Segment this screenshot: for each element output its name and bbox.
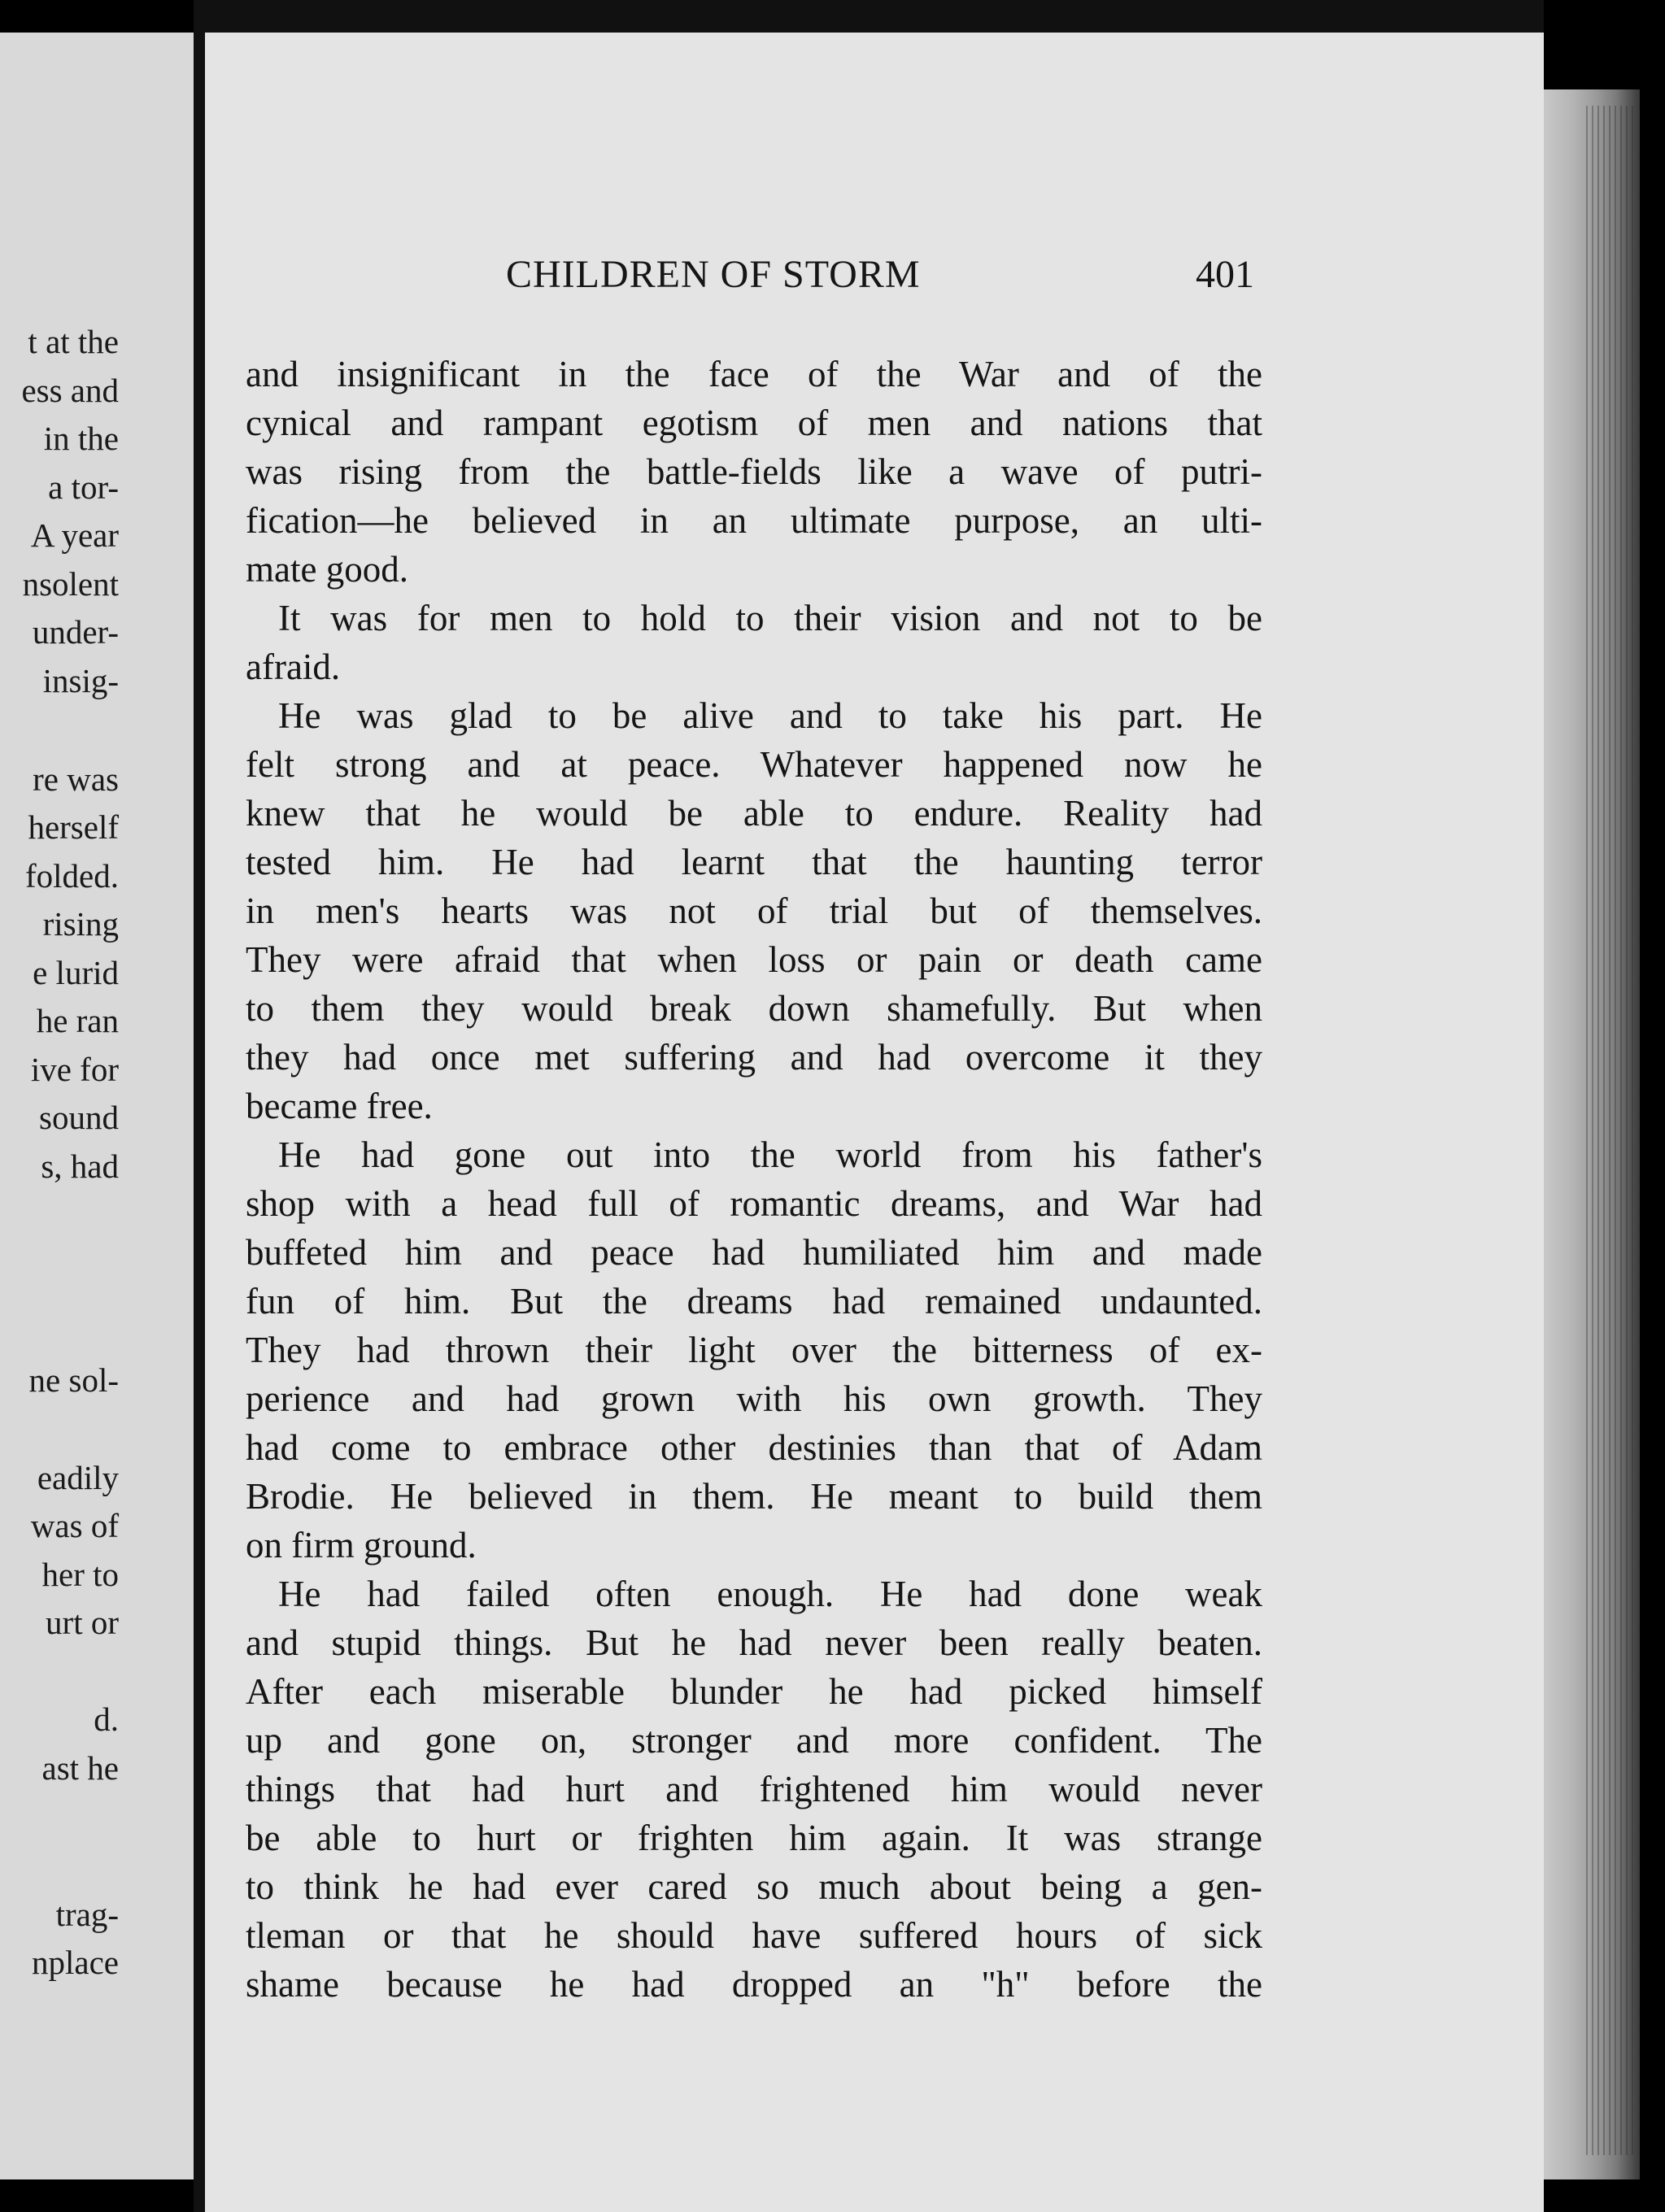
text-line: knew that he would be able to endure. Reality had [246,793,1262,834]
prev-page-line: A year [30,516,119,554]
prev-page-line: he ran [36,1002,119,1039]
text-line: Brodie. He believed in them. He meant to build them [246,1476,1262,1517]
text-line: in men's hearts was not of trial but of themselves. [246,890,1262,931]
text-line: shame because he had dropped an "h" before the [246,1964,1262,2005]
prev-page-line: insig- [42,662,119,699]
text-line: They had thrown their light over the bitterness of ex- [246,1330,1262,1370]
prev-page-line: a tor- [48,468,119,506]
prev-page-line: re was [33,760,119,798]
prev-page-line: herself [28,808,119,846]
text-line: up and gone on, stronger and more confident. The [246,1720,1262,1761]
prev-page-line: d. [94,1700,119,1738]
text-line: cynical and rampant egotism of men and nations that [246,403,1262,443]
text-line: tested him. He had learnt that the haunting terror [246,842,1262,882]
text-line: they had once met suffering and had overcome it they [246,1037,1262,1078]
prev-page-line: ast he [41,1749,119,1787]
text-line: buffeted him and peace had humiliated him and made [246,1232,1262,1273]
prev-page-line: eadily [37,1459,119,1496]
prev-page-line: ive for [30,1051,119,1088]
prev-page-line: nplace [32,1944,119,1981]
text-line: perience and had grown with his own growth. They [246,1378,1262,1419]
text-line: was rising from the battle-fields like a wave of putri- [246,451,1262,492]
book-binding-texture [1586,106,1635,2155]
running-head [205,252,1262,301]
book-page [194,0,1544,2212]
prev-page-line: urt or [46,1604,119,1641]
prev-page-line: sound [39,1099,119,1136]
text-line: had come to embrace other destinies than that of Adam [246,1427,1262,1468]
prev-page-line: in the [43,420,119,457]
prev-page-line: s, had [41,1147,119,1185]
running-title: CHILDREN OF STORM [506,253,921,296]
text-line: It was for men to hold to their vision and not to be [278,598,1262,638]
text-line: He had gone out into the world from his father's [278,1134,1262,1175]
prev-page-line: rising [42,905,119,943]
text-line: felt strong and at peace. Whatever happened now he [246,744,1262,785]
prev-page-line: was of [30,1507,119,1544]
prev-page-line: nsolent [22,565,119,603]
text-line: fication—he believed in an ultimate purpose, an ulti- [246,500,1262,541]
text-line: became free. [246,1086,433,1126]
prev-page-line: trag- [55,1896,119,1933]
prev-page-line: t at the [28,323,119,360]
text-line: He was glad to be alive and to take his part. He [278,695,1262,736]
prev-page-line: ess and [21,372,119,409]
text-line: fun of him. But the dreams had remained undaunted. [246,1281,1262,1322]
text-line: They were afraid that when loss or pain or death came [246,939,1262,980]
previous-page-fragment [0,33,194,2179]
prev-page-line: her to [41,1556,119,1593]
text-line: He had failed often enough. He had done weak [278,1574,1262,1614]
text-line: things that had hurt and frightened him would never [246,1769,1262,1809]
text-line: be able to hurt or frighten him again. It was strange [246,1818,1262,1858]
text-line: After each miserable blunder he had picked himself [246,1671,1262,1712]
text-line: on firm ground. [246,1525,477,1565]
page-number: 401 [1196,253,1254,296]
prev-page-line: ne sol- [28,1361,119,1399]
text-line: tleman or that he should have suffered hours of sick [246,1915,1262,1956]
text-line: afraid. [246,647,341,687]
prev-page-line: e lurid [33,954,119,991]
text-line: and insignificant in the face of the War and of the [246,354,1262,394]
text-line: and stupid things. But he had never been really beaten. [246,1622,1262,1663]
text-line: mate good. [246,549,408,590]
prev-page-line: folded. [25,857,119,895]
text-line: shop with a head full of romantic dreams, and War had [246,1183,1262,1224]
text-line: to them they would break down shamefully. But when [246,988,1262,1029]
prev-page-line: under- [32,613,119,651]
text-line: to think he had ever cared so much about being a gen- [246,1866,1262,1907]
